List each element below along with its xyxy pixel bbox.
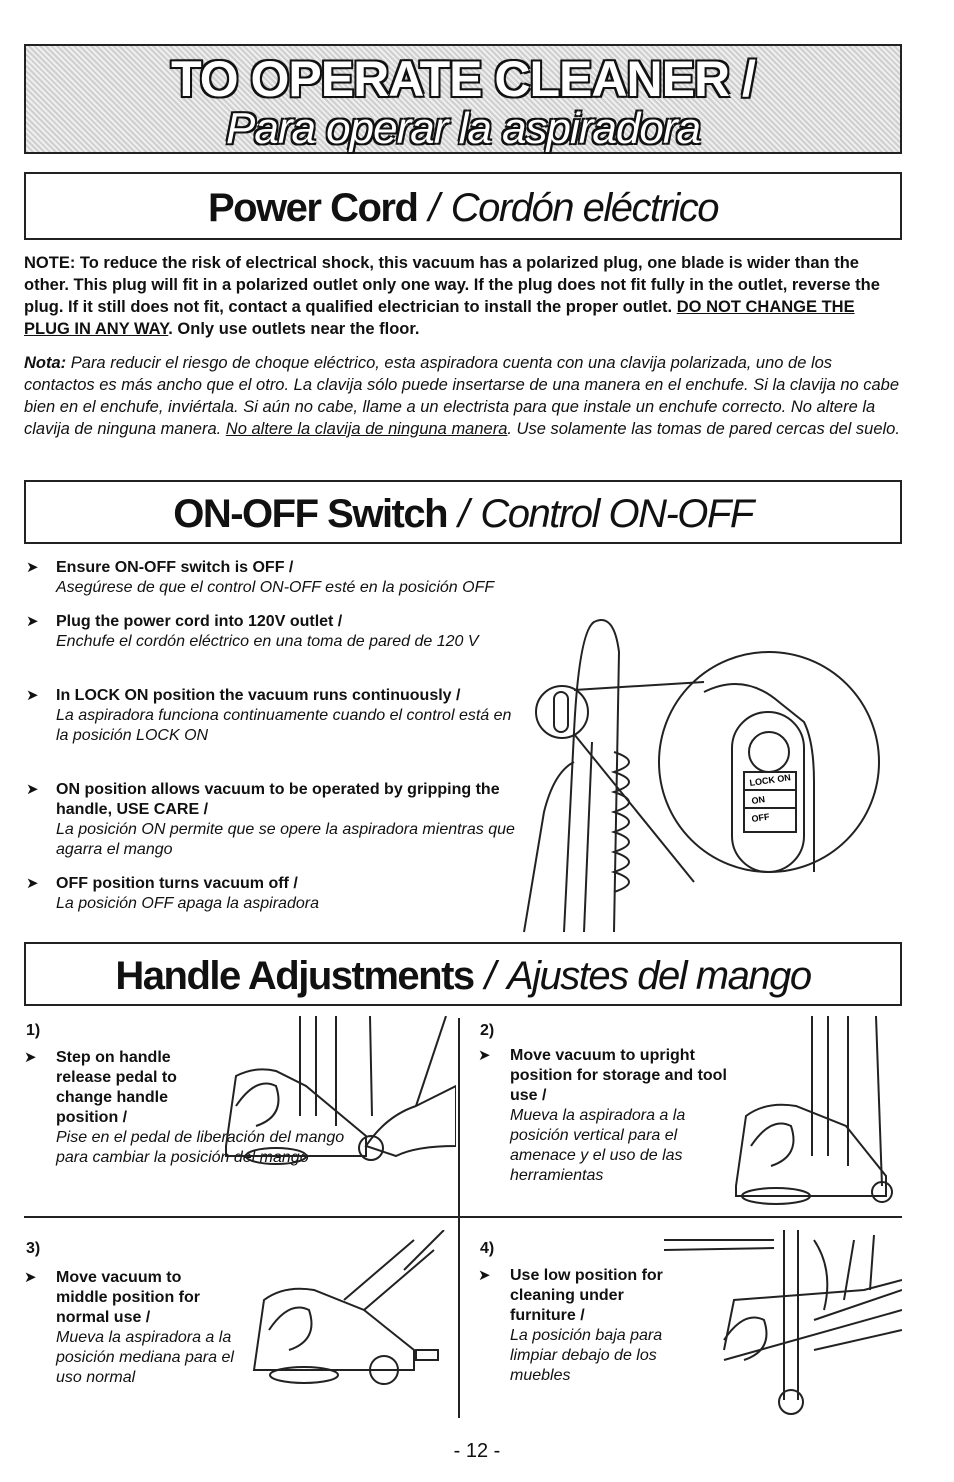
bullet-es: La aspiradora funciona continuamente cuando el control está en la posición LOCK ON	[56, 707, 512, 744]
title-en: Handle Adjustments	[115, 954, 474, 998]
page-header-banner	[24, 44, 902, 154]
page-subtitle: Para operar la aspiradora	[226, 104, 700, 153]
vacuum-upright-illustration	[726, 1016, 898, 1206]
section-title-power-cord	[24, 172, 902, 240]
power-cord-note-es	[24, 352, 904, 440]
grid-divider-horizontal	[24, 1216, 902, 1218]
title-separator: /	[447, 492, 481, 536]
step-es: Pise en el pedal de liberación del mango para cambiar la posición del mango	[56, 1129, 345, 1166]
note-en-text-end: . Only use outlets near the floor.	[168, 320, 420, 338]
title-separator: /	[473, 954, 507, 998]
section-title-handle-adjustments	[24, 942, 902, 1006]
arrowhead-bullet-icon: ➤	[26, 781, 39, 798]
step-number: 3)	[26, 1240, 41, 1257]
onoff-bullet-5	[26, 874, 516, 914]
bullet-es: La posición OFF apaga la aspiradora	[56, 895, 319, 912]
power-cord-note-en	[24, 252, 904, 340]
handle-step-2	[478, 1046, 740, 1186]
step-en: Step on handle release pedal to change handle position /	[56, 1049, 177, 1126]
vacuum-middle-position-illustration	[244, 1230, 454, 1390]
bullet-es: Asegúrese de que el control ON-OFF esté en la posición OFF	[56, 579, 495, 596]
title-en: ON-OFF Switch	[173, 492, 448, 536]
switch-label-on: ON	[750, 794, 766, 806]
page-title: TO OPERATE CLEANER /	[171, 51, 755, 107]
title-separator: /	[417, 186, 451, 230]
vacuum-pedal-illustration	[216, 1016, 456, 1176]
switch-label-lock-on: LOCK ON	[748, 772, 792, 788]
grid-divider-vertical	[458, 1018, 460, 1418]
title-es: Control ON-OFF	[480, 492, 753, 536]
arrowhead-bullet-icon: ➤	[478, 1047, 491, 1064]
bullet-es: La posición ON permite que se opere la aspiradora mientras que agarra el mango	[56, 821, 515, 858]
arrowhead-bullet-icon: ➤	[26, 559, 39, 576]
step-number: 4)	[480, 1240, 495, 1257]
page-number: - 12 -	[453, 1440, 501, 1462]
step-es: Mueva la aspiradora a la posición vertical para el amenace y el uso de las herramientas	[510, 1107, 686, 1184]
note-es-text: Para reducir el riesgo de choque eléctrico, esta aspiradora cuenta con una clavija polarizada, uno de los contactos es más ancho que el otro. La clavija sólo puede insertarse de una manera en el enchufe. Si la clavija no cabe bien en el enchufe, inviértala. Si aún no cabe, llame a un electrista para que instale un enchufe correcto. No altere la clavija de ninguna manera.	[24, 354, 900, 438]
vacuum-low-position-illustration	[664, 1230, 902, 1420]
note-es-warning: No altere la clavija de ninguna manera	[225, 420, 508, 438]
step-number: 2)	[480, 1022, 495, 1039]
arrowhead-bullet-icon: ➤	[478, 1267, 491, 1284]
arrowhead-bullet-icon: ➤	[24, 1269, 37, 1286]
onoff-bullet-3	[26, 686, 516, 746]
title-en: Power Cord	[207, 186, 418, 230]
bullet-en: In LOCK ON position the vacuum runs continuously /	[56, 687, 461, 704]
vacuum-switch-illustration	[514, 612, 904, 934]
step-en: Use low position for cleaning under furniture /	[510, 1267, 663, 1324]
handle-step-4	[478, 1266, 680, 1386]
arrowhead-bullet-icon: ➤	[26, 613, 39, 630]
arrowhead-bullet-icon: ➤	[26, 875, 39, 892]
handle-step-3	[24, 1268, 236, 1388]
switch-label-off: OFF	[750, 811, 771, 824]
onoff-bullet-4	[26, 780, 516, 860]
title-es: Ajustes del mango	[506, 954, 811, 998]
onoff-bullet-2	[26, 612, 546, 652]
onoff-bullet-1	[26, 558, 646, 598]
title-es: Cordón eléctrico	[450, 186, 719, 230]
bullet-en: ON position allows vacuum to be operated by gripping the handle, USE CARE /	[56, 781, 500, 818]
step-en: Move vacuum to upright position for storage and tool use /	[510, 1047, 727, 1104]
bullet-es: Enchufe el cordón eléctrico en una toma de pared de 120 V	[56, 633, 479, 650]
note-en-warning: DO NOT CHANGE THE PLUG IN ANY WAY	[24, 298, 855, 338]
arrowhead-bullet-icon: ➤	[26, 687, 39, 704]
step-number: 1)	[26, 1022, 41, 1039]
note-es-text-end: . Use solamente las tomas de pared cercas del suelo.	[507, 420, 900, 438]
bullet-en: OFF position turns vacuum off /	[56, 875, 298, 892]
bullet-en: Plug the power cord into 120V outlet /	[56, 613, 343, 630]
note-en-text: NOTE: To reduce the risk of electrical shock, this vacuum has a polarized plug, one blade is wider than the other. This plug will fit in a polarized outlet only one way. If the plug does not fit fully in the outlet, reverse the plug. If it still does not fit, contact a qualified electrician to install the proper outlet.	[24, 254, 880, 316]
step-es: Mueva la aspiradora a la posición mediana para el uso normal	[56, 1329, 234, 1386]
bullet-en: Ensure ON-OFF switch is OFF /	[56, 559, 294, 576]
section-title-onoff-switch	[24, 480, 902, 544]
step-es: La posición baja para limpiar debajo de los muebles	[510, 1327, 663, 1384]
handle-step-1	[24, 1048, 345, 1168]
arrowhead-bullet-icon: ➤	[24, 1049, 37, 1066]
step-en: Move vacuum to middle position for normal use /	[56, 1269, 200, 1326]
note-es-label: Nota:	[24, 354, 67, 372]
